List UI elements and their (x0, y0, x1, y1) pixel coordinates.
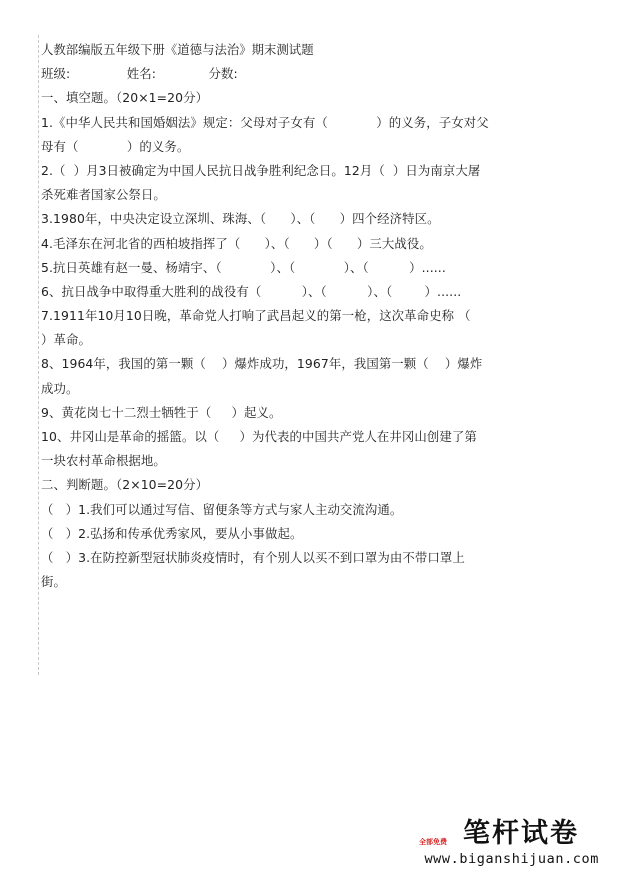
section-heading-fill-blank: 一、填空题。（20×1=20分） (41, 90, 209, 106)
question-line: 5.抗日英雄有赵一曼、杨靖宇、（ ）、（ ）、（ ）...... (41, 259, 446, 275)
watermark-url: www.biganshijuan.com (424, 851, 599, 867)
question-line: 成功。 (41, 380, 79, 396)
exam-paper (41, 38, 501, 594)
question-line: 4.毛泽东在河北省的西柏坡指挥了（ ）、（ ）（ ）三大战役。 (41, 235, 432, 251)
question-line: 8、1964年，我国的第一颗（ ）爆炸成功，1967年，我国第一颗（ ）爆炸 (41, 356, 483, 372)
judge-question-line: 街。 (41, 574, 66, 590)
student-info-line: 班级: 姓名: 分数: (41, 66, 238, 82)
binding-margin-line (38, 35, 39, 675)
question-line: 9、黄花岗七十二烈士牺牲于（ ）起义。 (41, 404, 282, 420)
judge-question-line: （ ）2.弘扬和传承优秀家风，要从小事做起。 (41, 525, 303, 541)
exam-title: 人教部编版五年级下册《道德与法治》期末测试题 (41, 42, 314, 57)
question-line: 一块农村革命根据地。 (41, 453, 166, 469)
judge-question-line: （ ）3.在防控新型冠状肺炎疫情时，有个别人以买不到口罩为由不带口罩上 (41, 549, 465, 565)
question-line: ）革命。 (41, 332, 91, 348)
question-line: 母有（ ）的义务。 (41, 138, 190, 154)
question-line: 2.（ ）月3日被确定为中国人民抗日战争胜利纪念日。12月（ ）日为南京大屠 (41, 162, 481, 178)
question-line: 1.《中华人民共和国婚姻法》规定：父母对子女有（ ）的义务，子女对父 (41, 114, 489, 130)
question-line: 7.1911年10月10日晚，革命党人打响了武昌起义的第一枪，这次革命史称 （ (41, 308, 471, 324)
site-watermark (419, 811, 599, 871)
section-heading-true-false: 二、判断题。（2×10=20分） (41, 477, 209, 493)
watermark-tag: 全部免费 (419, 838, 447, 846)
question-line: 杀死难者国家公祭日。 (41, 187, 166, 203)
question-line: 3.1980年，中央决定设立深圳、珠海、（ ）、（ ）四个经济特区。 (41, 211, 440, 227)
question-line: 10、井冈山是革命的摇篮。以（ ）为代表的中国共产党人在井冈山创建了第 (41, 429, 477, 444)
question-line: 6、抗日战争中取得重大胜利的战役有（ ）、（ ）、（ ）...... (41, 283, 462, 299)
judge-question-line: （ ）1.我们可以通过写信、留便条等方式与家人主动交流沟通。 (41, 501, 403, 517)
watermark-brand: 笔杆试卷 (463, 818, 579, 849)
